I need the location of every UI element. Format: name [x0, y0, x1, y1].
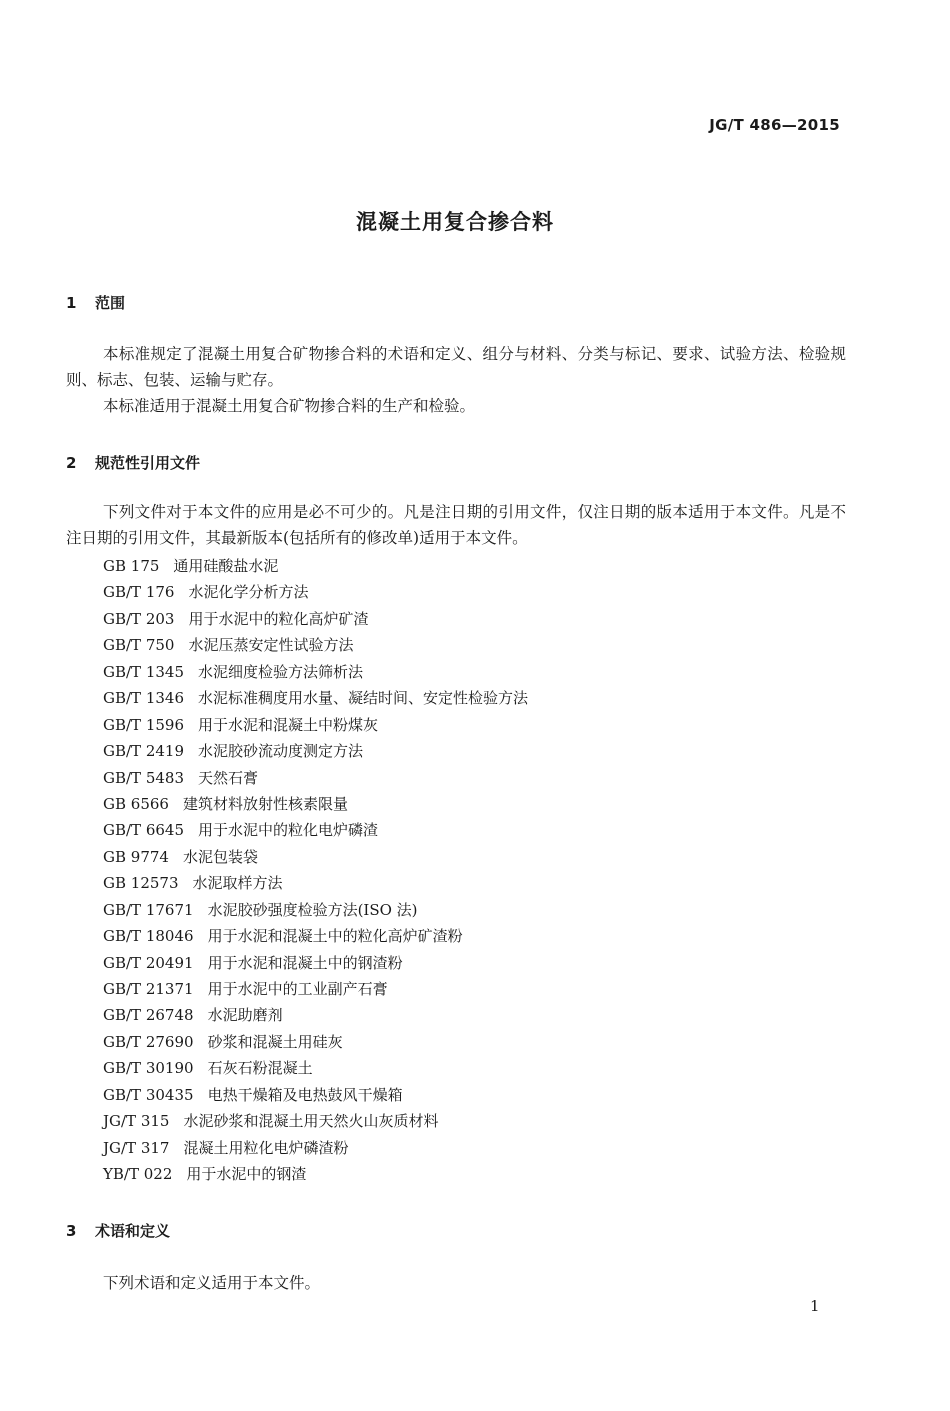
- reference-code: YB/T 022: [103, 1165, 173, 1184]
- reference-name: 用于水泥中的钢渣: [186, 1165, 307, 1184]
- reference-name: 水泥化学分析方法: [188, 583, 309, 602]
- section-2-heading: [66, 452, 200, 473]
- reference-name: 用于水泥中的粒化电炉磷渣: [198, 821, 379, 840]
- standard-code: JG/T 486—2015: [709, 116, 840, 134]
- section-number: 1: [66, 294, 77, 312]
- section-number: 2: [66, 454, 77, 472]
- reference-list: [103, 553, 528, 1188]
- reference-item: [103, 659, 528, 685]
- reference-name: 用于水泥和混凝土中粉煤灰: [198, 715, 379, 734]
- reference-code: GB/T 6645: [103, 821, 185, 840]
- reference-item: [103, 1029, 528, 1055]
- section-1-heading: [66, 292, 125, 313]
- reference-code: GB/T 176: [103, 583, 175, 602]
- reference-item: [103, 712, 528, 738]
- reference-name: 用于水泥和混凝土中的钢渣粉: [207, 953, 403, 972]
- reference-item: [103, 1161, 528, 1187]
- reference-item: [103, 844, 528, 870]
- reference-name: 用于水泥中的工业副产石膏: [207, 980, 388, 998]
- paragraph: 本标准适用于混凝土用复合矿物掺合料的生产和检验。: [103, 397, 476, 415]
- reference-code: GB/T 27690: [103, 1032, 194, 1051]
- reference-code: GB 6566: [103, 794, 169, 813]
- section-1-body: [66, 341, 846, 419]
- reference-code: GB/T 2419: [103, 742, 185, 761]
- reference-code: GB 12573: [103, 874, 179, 893]
- reference-name: 用于水泥中的粒化高炉矿渣: [188, 609, 369, 628]
- paragraph: 下列术语和定义适用于本文件。: [103, 1274, 321, 1292]
- reference-code: GB/T 18046: [103, 927, 194, 946]
- reference-item: [103, 553, 528, 579]
- reference-item: [103, 817, 528, 843]
- section-3-intro: [66, 1270, 846, 1296]
- reference-item: [103, 1002, 528, 1028]
- section-title: 范围: [95, 294, 126, 312]
- reference-name: 水泥压蒸安定性试验方法: [188, 636, 354, 655]
- reference-code: GB 9774: [103, 847, 169, 866]
- reference-item: [103, 791, 528, 817]
- section-2-intro: [66, 499, 846, 551]
- paragraph: 下列文件对于本文件的应用是必不可少的。凡是注日期的引用文件，仅注日期的版本适用于本文件。凡是不注日期的引用文件，其最新版本(包括所有的修改单)适用于本文件。: [66, 503, 846, 547]
- reference-name: 水泥砂浆和混凝土用天然火山灰质材料: [183, 1112, 439, 1131]
- reference-code: GB/T 5483: [103, 768, 185, 787]
- reference-code: GB/T 1345: [103, 662, 185, 681]
- reference-code: GB/T 203: [103, 609, 175, 628]
- reference-code: GB/T 26748: [103, 1006, 194, 1025]
- reference-item: [103, 579, 528, 605]
- reference-item: [103, 685, 528, 711]
- reference-name: 水泥标准稠度用水量、凝结时间、安定性检验方法: [198, 689, 529, 708]
- reference-item: [103, 765, 528, 791]
- reference-name: 通用硅酸盐水泥: [173, 557, 279, 575]
- reference-item: [103, 950, 528, 976]
- reference-item: [103, 738, 528, 764]
- reference-item: [103, 1108, 528, 1134]
- reference-name: 石灰石粉混凝土: [207, 1059, 313, 1078]
- section-title: 术语和定义: [95, 1222, 171, 1240]
- section-number: 3: [66, 1222, 77, 1240]
- reference-item: [103, 976, 528, 1002]
- reference-name: 水泥胶砂强度检验方法(ISO 法): [207, 900, 418, 919]
- document-title: 混凝土用复合掺合料: [356, 210, 554, 234]
- reference-code: GB 175: [103, 557, 160, 575]
- reference-item: [103, 923, 528, 949]
- reference-name: 砂浆和混凝土用硅灰: [207, 1032, 343, 1051]
- reference-code: GB/T 17671: [103, 900, 194, 919]
- reference-name: 建筑材料放射性核素限量: [182, 794, 348, 813]
- page-number: 1: [810, 1297, 820, 1315]
- reference-name: 水泥取样方法: [192, 874, 283, 893]
- reference-item: [103, 632, 528, 658]
- reference-item: [103, 1055, 528, 1081]
- reference-item: [103, 606, 528, 632]
- reference-name: 水泥包装袋: [182, 847, 258, 866]
- paragraph: 本标准规定了混凝土用复合矿物掺合料的术语和定义、组分与材料、分类与标记、要求、试验方法、检验规则、标志、包装、运输与贮存。: [66, 345, 846, 389]
- reference-name: 电热干燥箱及电热鼓风干燥箱: [207, 1085, 403, 1104]
- reference-code: GB/T 1596: [103, 715, 185, 734]
- reference-item: [103, 897, 528, 923]
- reference-item: [103, 870, 528, 896]
- reference-code: JG/T 317: [103, 1138, 170, 1157]
- reference-code: GB/T 1346: [103, 689, 185, 708]
- reference-name: 用于水泥和混凝土中的粒化高炉矿渣粉: [207, 927, 463, 946]
- reference-name: 水泥胶砂流动度测定方法: [198, 742, 364, 761]
- reference-code: GB/T 20491: [103, 953, 194, 972]
- reference-code: GB/T 30190: [103, 1059, 194, 1078]
- reference-code: GB/T 30435: [103, 1085, 194, 1104]
- reference-name: 天然石膏: [198, 768, 259, 787]
- section-title: 规范性引用文件: [95, 454, 201, 472]
- reference-code: GB/T 750: [103, 636, 175, 655]
- reference-item: [103, 1082, 528, 1108]
- reference-item: [103, 1135, 528, 1161]
- reference-name: 混凝土用粒化电炉磷渣粉: [183, 1138, 349, 1157]
- reference-name: 水泥助磨剂: [207, 1006, 283, 1025]
- reference-name: 水泥细度检验方法筛析法: [198, 662, 364, 681]
- section-3-heading: [66, 1220, 170, 1241]
- reference-code: JG/T 315: [103, 1112, 170, 1131]
- reference-code: GB/T 21371: [103, 980, 194, 998]
